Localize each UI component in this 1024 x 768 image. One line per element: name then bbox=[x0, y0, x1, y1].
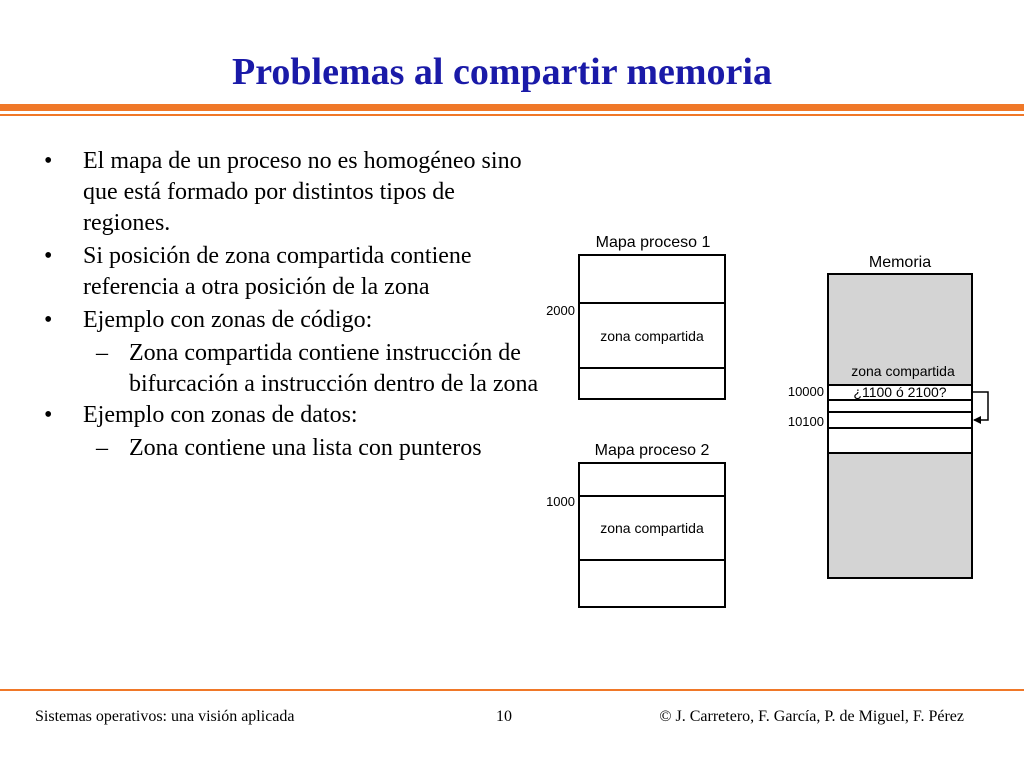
bullet-text: Ejemplo con zonas de código: bbox=[83, 307, 373, 333]
map1-address: 2000 bbox=[546, 303, 575, 318]
memory-address-start: 10000 bbox=[787, 384, 824, 399]
sub-bullet-text: Zona compartida contiene instrucción de bifurcación a instrucción dentro de la zona bbox=[129, 340, 539, 397]
bullet-marker: • bbox=[44, 148, 53, 174]
map1-zone-label: zona compartida bbox=[600, 328, 704, 344]
map2-title: Mapa proceso 2 bbox=[594, 442, 710, 459]
memory-question: ¿1100 ó 2100? bbox=[853, 384, 947, 400]
bullet-marker: • bbox=[44, 307, 53, 333]
map2-address: 1000 bbox=[546, 494, 575, 509]
footer-copyright: © J. Carretero, F. García, P. de Miguel, F. Pérez bbox=[659, 708, 964, 725]
bullet-marker: • bbox=[44, 243, 53, 269]
sub-bullet-marker: – bbox=[96, 340, 108, 366]
bullet-text: Si posición de zona compartida contiene referencia a otra posición de la zona bbox=[83, 243, 472, 300]
footer-divider bbox=[0, 689, 1024, 691]
map1-box bbox=[579, 255, 725, 399]
bullet-text: Ejemplo con zonas de datos: bbox=[83, 402, 358, 428]
memory-address-end: 10100 bbox=[787, 414, 824, 429]
sub-bullet-text: Zona contiene una lista con punteros bbox=[129, 435, 482, 461]
bullet-marker: • bbox=[44, 402, 53, 428]
memory-zone-label: zona compartida bbox=[851, 363, 955, 379]
footer-page-number: 10 bbox=[496, 708, 512, 725]
sub-bullet-marker: – bbox=[96, 435, 108, 461]
map2-zone-label: zona compartida bbox=[600, 520, 704, 536]
map1-title: Mapa proceso 1 bbox=[595, 234, 711, 251]
slide-title: Problemas al compartir memoria bbox=[232, 51, 772, 93]
memory-title: Memoria bbox=[868, 254, 932, 271]
bullet-text: El mapa de un proceso no es homogéneo sino que está formado por distintos tipos de regiones. bbox=[83, 148, 522, 236]
footer-book-title: Sistemas operativos: una visión aplicada bbox=[35, 708, 295, 725]
pointer-arrow bbox=[972, 392, 988, 420]
